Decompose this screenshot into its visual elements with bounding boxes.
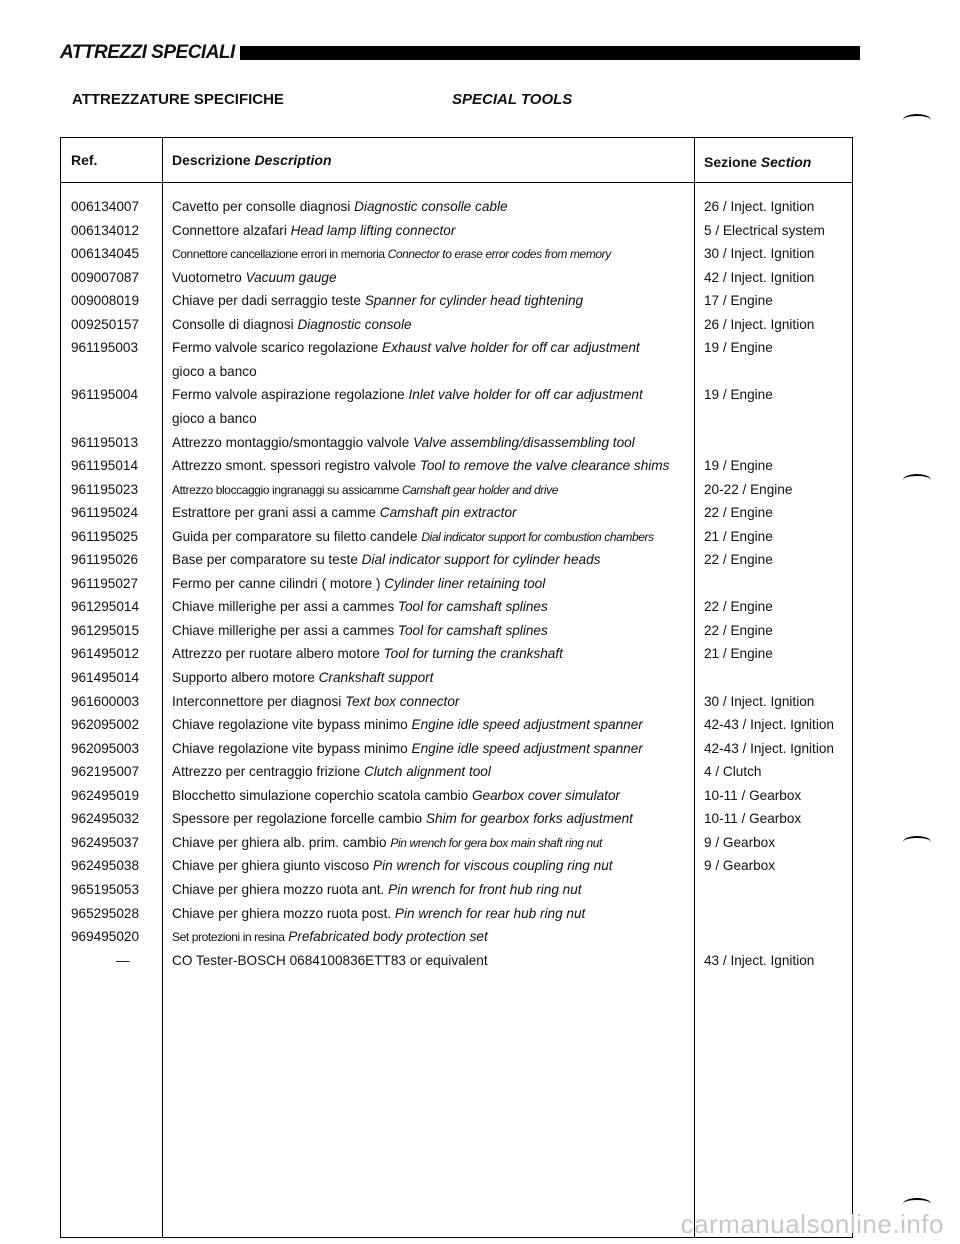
row-section: 26 / Inject. Ignition <box>704 316 815 332</box>
table-row <box>61 316 852 340</box>
row-description <box>172 952 488 970</box>
row-ref: 961295014 <box>71 599 140 615</box>
table-row <box>61 693 852 717</box>
table-row <box>61 339 852 363</box>
table-row <box>61 716 852 740</box>
row-ref: — <box>116 952 130 968</box>
description-english: Clutch alignment tool <box>363 764 491 780</box>
description-italian: Chiave per dadi serraggio teste <box>172 293 361 309</box>
description-italian: Chiave regolazione vite bypass minimo <box>172 740 408 756</box>
description-italian: Chiave per ghiera mozzo ruota ant. <box>172 881 385 897</box>
row-section: 22 / Engine <box>704 505 773 521</box>
row-ref: 009007087 <box>71 269 140 285</box>
table-row <box>61 905 852 929</box>
description-english: Dial indicator support for combustion chambers <box>421 529 654 544</box>
row-ref: 961495014 <box>71 670 140 685</box>
table-row <box>61 551 852 575</box>
description-english: Text box connector <box>345 693 460 709</box>
watermark: carmanualsonline.info <box>680 1209 944 1239</box>
row-section: 22 / Engine <box>704 552 773 568</box>
row-description <box>172 434 635 452</box>
description-italian: Chiave regolazione vite bypass minimo <box>172 717 408 733</box>
row-section: 22 / Engine <box>704 622 773 638</box>
table-row <box>61 857 852 881</box>
row-description <box>172 645 563 663</box>
row-ref: 009250157 <box>71 316 140 332</box>
row-ref: 962095002 <box>71 717 140 733</box>
table-row <box>61 410 852 434</box>
column-header-section: Sezione Section <box>704 154 812 170</box>
table-row <box>61 363 852 387</box>
description-italian: Chiave millerighe per assi a cammes <box>172 599 395 615</box>
row-ref: 962195007 <box>71 764 140 780</box>
row-description <box>172 198 508 216</box>
row-description <box>172 716 643 734</box>
margin-mark <box>903 836 931 848</box>
description-italian: Fermo per canne cilindri ( motore ) <box>172 575 381 591</box>
description-italian: Base per comparatore su teste <box>172 552 358 568</box>
row-description <box>172 693 459 711</box>
row-description <box>172 928 488 946</box>
row-section: 42-43 / Inject. Ignition <box>704 740 834 756</box>
description-italian: gioco a banco <box>172 410 257 426</box>
description-italian: Set protezioni in resina <box>172 930 285 945</box>
row-description <box>172 740 643 758</box>
row-description <box>172 504 517 522</box>
row-description <box>172 834 602 852</box>
description-english: Camshaft pin extractor <box>379 505 517 521</box>
description-english: Tool for camshaft splines <box>397 599 548 615</box>
margin-mark <box>903 474 931 486</box>
description-italian: Supporto albero motore <box>172 670 315 685</box>
row-description <box>172 528 654 546</box>
table-row <box>61 928 852 952</box>
row-description <box>172 551 600 569</box>
row-section: 10-11 / Gearbox <box>704 787 802 803</box>
row-section: 20-22 / Engine <box>704 481 793 497</box>
table-row <box>61 198 852 222</box>
description-english: Prefabricated body protection set <box>288 929 488 945</box>
description-english: Cylinder liner retaining tool <box>384 575 546 591</box>
table-row <box>61 810 852 834</box>
description-english: Camshaft gear holder and drive <box>401 482 558 497</box>
row-description <box>172 316 412 334</box>
row-section: 21 / Engine <box>704 528 773 544</box>
description-english: Engine idle speed adjustment spanner <box>411 740 643 756</box>
subheading-italian: ATTREZZATURE SPECIFICHE <box>72 91 284 108</box>
description-italian: Interconnettore per diagnosi <box>172 693 342 709</box>
description-italian: Attrezzo per ruotare albero motore <box>172 646 380 662</box>
row-section: 19 / Engine <box>704 458 773 474</box>
table-row <box>61 763 852 787</box>
row-section: 19 / Engine <box>704 387 773 403</box>
description-italian: gioco a banco <box>172 363 257 379</box>
row-ref: 961495012 <box>71 646 140 662</box>
description-italian: Attrezzo per centraggio frizione <box>172 764 361 780</box>
row-description <box>172 857 613 875</box>
description-italian: Spessore per regolazione forcelle cambio <box>172 811 423 827</box>
row-description <box>172 598 548 616</box>
description-italian: Attrezzo montaggio/smontaggio valvole <box>172 434 410 450</box>
row-ref: 961195024 <box>71 505 139 521</box>
row-description <box>172 669 433 687</box>
table-row <box>61 598 852 622</box>
row-section: 9 / Gearbox <box>704 858 776 874</box>
row-description <box>172 269 337 287</box>
header-title: ATTREZZI SPECIALI <box>60 42 235 63</box>
row-ref: 961195027 <box>71 575 139 591</box>
description-italian: Estrattore per grani assi a camme <box>172 505 376 521</box>
row-ref: 961195013 <box>71 434 139 450</box>
row-section: 10-11 / Gearbox <box>704 811 802 827</box>
row-description <box>172 222 455 240</box>
row-description <box>172 787 620 805</box>
description-italian: Vuotometro <box>172 269 242 285</box>
row-ref: 962495019 <box>71 787 140 803</box>
row-ref: 006134045 <box>71 246 140 262</box>
row-ref: 961195004 <box>71 387 139 403</box>
row-ref: 962495038 <box>71 858 140 874</box>
row-ref: 961295015 <box>71 622 140 638</box>
description-english: Head lamp lifting connector <box>290 222 456 238</box>
table-row <box>61 834 852 858</box>
row-section: 17 / Engine <box>704 293 773 309</box>
table-row <box>61 457 852 481</box>
description-english: Pin wrench for gera box main shaft ring nut <box>390 835 602 850</box>
table-row <box>61 245 852 269</box>
row-description <box>172 457 669 475</box>
description-italian: Guida per comparatore su filetto candele <box>172 528 418 544</box>
row-ref: 961195025 <box>71 528 139 544</box>
table-row <box>61 669 852 693</box>
row-ref: 962495037 <box>71 834 140 850</box>
row-description <box>172 575 545 593</box>
row-section: 5 / Electrical system <box>704 222 825 238</box>
table-row <box>61 504 852 528</box>
description-english: Diagnostic consolle cable <box>354 199 508 214</box>
table-row <box>61 528 852 552</box>
row-section: 30 / Inject. Ignition <box>704 246 815 262</box>
row-section: 21 / Engine <box>704 646 773 662</box>
description-english: Pin wrench for front hub ring nut <box>388 881 582 897</box>
description-english: Connector to erase error codes from memory <box>387 247 611 262</box>
row-ref: 961195026 <box>71 552 139 568</box>
description-english: Vacuum gauge <box>245 269 337 285</box>
description-italian: Fermo valvole scarico regolazione <box>172 340 379 356</box>
description-english: Valve assembling/disassembling tool <box>413 434 635 450</box>
table-row <box>61 740 852 764</box>
table-row <box>61 622 852 646</box>
row-ref: 961600003 <box>71 693 140 709</box>
row-ref: 009008019 <box>71 293 140 309</box>
margin-mark <box>903 114 931 126</box>
row-description <box>172 410 257 428</box>
table-row <box>61 292 852 316</box>
row-description <box>172 339 640 357</box>
row-description <box>172 363 257 381</box>
row-ref: 961195023 <box>71 481 139 497</box>
description-english: Shim for gearbox forks adjustment <box>425 811 633 827</box>
row-section: 22 / Engine <box>704 599 773 615</box>
row-section: 19 / Engine <box>704 340 773 356</box>
description-italian: Attrezzo bloccaggio ingranaggi su assicamme <box>172 482 399 497</box>
row-ref: 962095003 <box>71 740 140 756</box>
row-section: 42 / Inject. Ignition <box>704 269 815 285</box>
description-english: Gearbox cover simulator <box>471 787 621 803</box>
row-description <box>172 810 633 828</box>
row-section: 42-43 / Inject. Ignition <box>704 717 834 733</box>
table-row <box>61 386 852 410</box>
table-row <box>61 434 852 458</box>
row-section: 9 / Gearbox <box>704 834 776 850</box>
description-italian: Cavetto per consolle diagnosi <box>172 199 351 214</box>
row-description <box>172 245 611 263</box>
table-row <box>61 222 852 246</box>
row-section: 43 / Inject. Ignition <box>704 952 815 968</box>
row-ref: 006134012 <box>71 222 140 238</box>
description-italian: Fermo valvole aspirazione regolazione <box>172 387 405 403</box>
description-english: Crankshaft support <box>318 670 434 685</box>
row-section: 26 / Inject. Ignition <box>704 199 815 214</box>
special-tools-table <box>60 137 853 1238</box>
description-italian: Chiave per ghiera alb. prim. cambio <box>172 834 387 850</box>
header-rule <box>240 46 860 60</box>
row-ref: 965195053 <box>71 881 140 897</box>
description-english: Spanner for cylinder head tightening <box>364 293 584 309</box>
row-description <box>172 622 548 640</box>
table-row <box>61 269 852 293</box>
description-english: Inlet valve holder for off car adjustment <box>408 387 643 403</box>
row-ref: 961195003 <box>71 340 139 356</box>
table-row <box>61 575 852 599</box>
header-divider <box>61 182 852 183</box>
row-ref: 969495020 <box>71 929 140 945</box>
description-italian: CO Tester-BOSCH 0684100836ETT83 or equivalent <box>172 952 488 968</box>
table-row <box>61 481 852 505</box>
row-description <box>172 292 583 310</box>
row-section: 4 / Clutch <box>704 764 762 780</box>
row-ref: 962495032 <box>71 811 140 827</box>
row-ref: 006134007 <box>71 199 140 214</box>
row-ref: 961195014 <box>71 458 139 474</box>
row-description <box>172 905 585 923</box>
row-description <box>172 481 558 499</box>
description-english: Dial indicator support for cylinder heads <box>361 552 601 568</box>
table-row <box>61 952 852 976</box>
column-header-ref: Ref. <box>71 152 98 168</box>
row-description <box>172 881 582 899</box>
row-section: 30 / Inject. Ignition <box>704 693 815 709</box>
description-english: Diagnostic console <box>297 316 412 332</box>
description-italian: Chiave per ghiera mozzo ruota post. <box>172 905 392 921</box>
row-ref: 965295028 <box>71 905 140 921</box>
description-english: Tool to remove the valve clearance shims <box>419 458 670 474</box>
page-header <box>60 40 860 66</box>
description-italian: Chiave millerighe per assi a cammes <box>172 622 395 638</box>
description-english: Exhaust valve holder for off car adjustment <box>382 340 640 356</box>
table-row <box>61 881 852 905</box>
row-description <box>172 763 491 781</box>
table-row <box>61 645 852 669</box>
description-italian: Connettore alzafari <box>172 222 287 238</box>
description-italian: Attrezzo smont. spessori registro valvole <box>172 458 417 474</box>
description-italian: Chiave per ghiera giunto viscoso <box>172 858 370 874</box>
row-description <box>172 386 643 404</box>
description-english: Engine idle speed adjustment spanner <box>411 717 643 733</box>
description-italian: Connettore cancellazione errori in memoria <box>172 247 385 262</box>
description-english: Pin wrench for viscous coupling ring nut <box>373 858 613 874</box>
table-row <box>61 787 852 811</box>
description-english: Tool for turning the crankshaft <box>383 646 563 662</box>
subheading-english: SPECIAL TOOLS <box>452 91 573 108</box>
description-english: Pin wrench for rear hub ring nut <box>394 905 586 921</box>
column-header-description: Descrizione Description <box>172 152 332 168</box>
description-english: Tool for camshaft splines <box>397 622 548 638</box>
description-italian: Consolle di diagnosi <box>172 316 294 332</box>
description-italian: Blocchetto simulazione coperchio scatola cambio <box>172 787 469 803</box>
